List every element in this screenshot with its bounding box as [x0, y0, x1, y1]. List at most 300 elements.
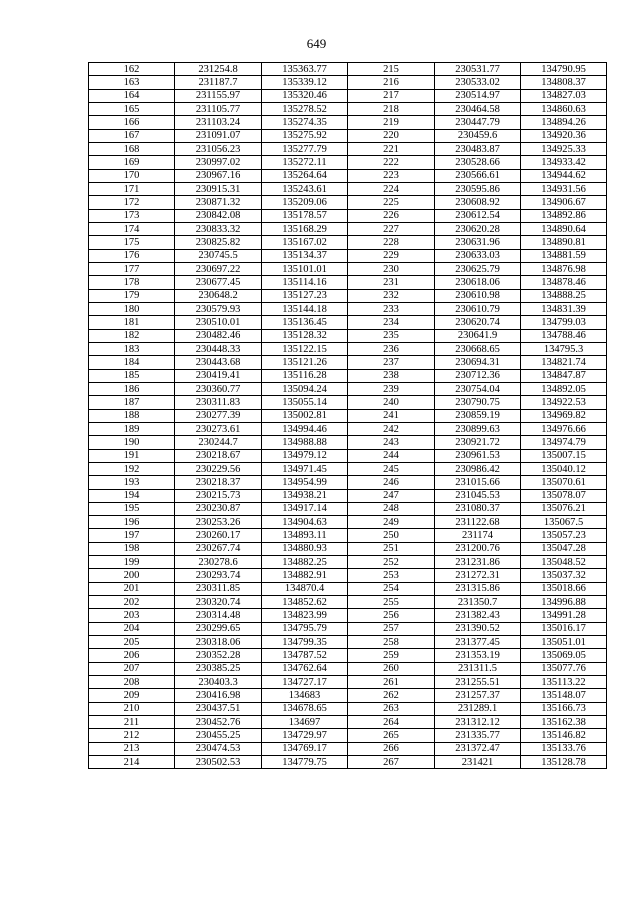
- point-number-left-cell: 181: [89, 316, 175, 329]
- point-number-right-cell: 217: [348, 89, 435, 102]
- y-coordinate-right-cell: 134991.28: [521, 609, 607, 622]
- y-coordinate-right-cell: 134847.87: [521, 369, 607, 382]
- table-row: [89, 676, 607, 689]
- table-row: [89, 716, 607, 729]
- y-coordinate-right-cell: 134790.95: [521, 63, 607, 76]
- point-number-right-cell: 221: [348, 142, 435, 155]
- table-row: [89, 636, 607, 649]
- point-number-left-cell: 207: [89, 662, 175, 675]
- point-number-right-cell: 249: [348, 516, 435, 529]
- x-coordinate-right-cell: 230618.06: [435, 276, 521, 289]
- coordinates-table-body: [89, 63, 607, 769]
- y-coordinate-left-cell: 135114.16: [262, 276, 348, 289]
- x-coordinate-left-cell: 230579.93: [175, 302, 262, 315]
- y-coordinate-left-cell: 135101.01: [262, 262, 348, 275]
- y-coordinate-left-cell: 135277.79: [262, 142, 348, 155]
- point-number-right-cell: 216: [348, 76, 435, 89]
- y-coordinate-right-cell: 135162.38: [521, 716, 607, 729]
- y-coordinate-right-cell: 135070.61: [521, 476, 607, 489]
- point-number-left-cell: 183: [89, 342, 175, 355]
- table-row: [89, 596, 607, 609]
- y-coordinate-left-cell: 134994.46: [262, 422, 348, 435]
- x-coordinate-left-cell: 230320.74: [175, 596, 262, 609]
- x-coordinate-right-cell: 230633.03: [435, 249, 521, 262]
- y-coordinate-right-cell: 134931.56: [521, 182, 607, 195]
- point-number-right-cell: 220: [348, 129, 435, 142]
- x-coordinate-right-cell: 231257.37: [435, 689, 521, 702]
- point-number-right-cell: 234: [348, 316, 435, 329]
- table-row: [89, 382, 607, 395]
- x-coordinate-left-cell: 230277.39: [175, 409, 262, 422]
- table-row: [89, 449, 607, 462]
- y-coordinate-right-cell: 134821.74: [521, 356, 607, 369]
- point-number-left-cell: 213: [89, 742, 175, 755]
- y-coordinate-left-cell: 134795.79: [262, 622, 348, 635]
- x-coordinate-left-cell: 230273.61: [175, 422, 262, 435]
- y-coordinate-right-cell: 135007.15: [521, 449, 607, 462]
- table-row: [89, 649, 607, 662]
- y-coordinate-left-cell: 135134.37: [262, 249, 348, 262]
- x-coordinate-left-cell: 231056.23: [175, 142, 262, 155]
- point-number-right-cell: 224: [348, 182, 435, 195]
- table-row: [89, 529, 607, 542]
- point-number-right-cell: 219: [348, 116, 435, 129]
- table-row: [89, 156, 607, 169]
- table-row: [89, 436, 607, 449]
- x-coordinate-right-cell: 230694.31: [435, 356, 521, 369]
- y-coordinate-right-cell: 134933.42: [521, 156, 607, 169]
- y-coordinate-right-cell: 135040.12: [521, 462, 607, 475]
- point-number-right-cell: 251: [348, 542, 435, 555]
- x-coordinate-right-cell: 231350.7: [435, 596, 521, 609]
- x-coordinate-right-cell: 230790.75: [435, 396, 521, 409]
- table-row: [89, 462, 607, 475]
- table-row: [89, 142, 607, 155]
- x-coordinate-left-cell: 230452.76: [175, 716, 262, 729]
- y-coordinate-left-cell: 135094.24: [262, 382, 348, 395]
- x-coordinate-right-cell: 231377.45: [435, 636, 521, 649]
- y-coordinate-left-cell: 135002.81: [262, 409, 348, 422]
- point-number-right-cell: 254: [348, 582, 435, 595]
- point-number-right-cell: 218: [348, 102, 435, 115]
- x-coordinate-left-cell: 230416.98: [175, 689, 262, 702]
- x-coordinate-right-cell: 231015.66: [435, 476, 521, 489]
- point-number-left-cell: 180: [89, 302, 175, 315]
- x-coordinate-left-cell: 230997.02: [175, 156, 262, 169]
- y-coordinate-right-cell: 135148.07: [521, 689, 607, 702]
- table-row: [89, 276, 607, 289]
- point-number-left-cell: 194: [89, 489, 175, 502]
- point-number-left-cell: 176: [89, 249, 175, 262]
- point-number-left-cell: 164: [89, 89, 175, 102]
- x-coordinate-left-cell: 230385.25: [175, 662, 262, 675]
- y-coordinate-left-cell: 134729.97: [262, 729, 348, 742]
- x-coordinate-right-cell: 231390.52: [435, 622, 521, 635]
- y-coordinate-left-cell: 134988.88: [262, 436, 348, 449]
- y-coordinate-left-cell: 135167.02: [262, 236, 348, 249]
- y-coordinate-left-cell: 134870.4: [262, 582, 348, 595]
- y-coordinate-right-cell: 134890.81: [521, 236, 607, 249]
- x-coordinate-left-cell: 230318.06: [175, 636, 262, 649]
- point-number-left-cell: 211: [89, 716, 175, 729]
- point-number-left-cell: 163: [89, 76, 175, 89]
- y-coordinate-left-cell: 134678.65: [262, 702, 348, 715]
- x-coordinate-right-cell: 230754.04: [435, 382, 521, 395]
- y-coordinate-right-cell: 135166.73: [521, 702, 607, 715]
- y-coordinate-right-cell: 134906.67: [521, 196, 607, 209]
- table-row: [89, 329, 607, 342]
- table-row: [89, 89, 607, 102]
- x-coordinate-right-cell: 230641.9: [435, 329, 521, 342]
- point-number-left-cell: 196: [89, 516, 175, 529]
- y-coordinate-left-cell: 135264.64: [262, 169, 348, 182]
- point-number-left-cell: 205: [89, 636, 175, 649]
- point-number-right-cell: 223: [348, 169, 435, 182]
- point-number-right-cell: 267: [348, 756, 435, 769]
- point-number-right-cell: 235: [348, 329, 435, 342]
- x-coordinate-right-cell: 231353.19: [435, 649, 521, 662]
- point-number-left-cell: 192: [89, 462, 175, 475]
- table-row: [89, 409, 607, 422]
- y-coordinate-right-cell: 135037.32: [521, 569, 607, 582]
- y-coordinate-left-cell: 135278.52: [262, 102, 348, 115]
- point-number-left-cell: 198: [89, 542, 175, 555]
- x-coordinate-right-cell: 231231.86: [435, 556, 521, 569]
- point-number-left-cell: 204: [89, 622, 175, 635]
- y-coordinate-right-cell: 134892.86: [521, 209, 607, 222]
- y-coordinate-right-cell: 134827.03: [521, 89, 607, 102]
- x-coordinate-right-cell: 230631.96: [435, 236, 521, 249]
- table-row: [89, 742, 607, 755]
- point-number-left-cell: 203: [89, 609, 175, 622]
- x-coordinate-left-cell: 230443.68: [175, 356, 262, 369]
- y-coordinate-right-cell: 135146.82: [521, 729, 607, 742]
- y-coordinate-left-cell: 134727.17: [262, 676, 348, 689]
- y-coordinate-right-cell: 134860.63: [521, 102, 607, 115]
- x-coordinate-right-cell: 230610.98: [435, 289, 521, 302]
- y-coordinate-left-cell: 134762.64: [262, 662, 348, 675]
- point-number-right-cell: 252: [348, 556, 435, 569]
- x-coordinate-right-cell: 230921.72: [435, 436, 521, 449]
- coordinates-table: [88, 62, 607, 769]
- x-coordinate-left-cell: 230253.26: [175, 516, 262, 529]
- x-coordinate-left-cell: 230267.74: [175, 542, 262, 555]
- table-row: [89, 169, 607, 182]
- point-number-left-cell: 199: [89, 556, 175, 569]
- point-number-left-cell: 189: [89, 422, 175, 435]
- point-number-right-cell: 250: [348, 529, 435, 542]
- x-coordinate-left-cell: 230278.6: [175, 556, 262, 569]
- y-coordinate-right-cell: 134969.82: [521, 409, 607, 422]
- y-coordinate-left-cell: 134683: [262, 689, 348, 702]
- x-coordinate-left-cell: 230244.7: [175, 436, 262, 449]
- y-coordinate-left-cell: 135127.23: [262, 289, 348, 302]
- x-coordinate-right-cell: 230447.79: [435, 116, 521, 129]
- table-row: [89, 222, 607, 235]
- y-coordinate-right-cell: 135016.17: [521, 622, 607, 635]
- x-coordinate-left-cell: 230218.37: [175, 476, 262, 489]
- x-coordinate-right-cell: 230961.53: [435, 449, 521, 462]
- x-coordinate-right-cell: 230712.36: [435, 369, 521, 382]
- y-coordinate-right-cell: 134878.46: [521, 276, 607, 289]
- y-coordinate-left-cell: 134823.99: [262, 609, 348, 622]
- y-coordinate-right-cell: 134795.3: [521, 342, 607, 355]
- point-number-left-cell: 184: [89, 356, 175, 369]
- x-coordinate-right-cell: 231080.37: [435, 502, 521, 515]
- table-row: [89, 116, 607, 129]
- y-coordinate-left-cell: 135274.35: [262, 116, 348, 129]
- y-coordinate-left-cell: 135116.28: [262, 369, 348, 382]
- x-coordinate-right-cell: 231421: [435, 756, 521, 769]
- y-coordinate-right-cell: 134881.59: [521, 249, 607, 262]
- x-coordinate-left-cell: 230482.46: [175, 329, 262, 342]
- table-row: [89, 729, 607, 742]
- x-coordinate-right-cell: 231200.76: [435, 542, 521, 555]
- y-coordinate-right-cell: 134892.05: [521, 382, 607, 395]
- x-coordinate-left-cell: 231155.97: [175, 89, 262, 102]
- x-coordinate-right-cell: 230612.54: [435, 209, 521, 222]
- y-coordinate-left-cell: 134799.35: [262, 636, 348, 649]
- x-coordinate-right-cell: 230899.63: [435, 422, 521, 435]
- point-number-right-cell: 253: [348, 569, 435, 582]
- y-coordinate-right-cell: 135069.05: [521, 649, 607, 662]
- point-number-right-cell: 242: [348, 422, 435, 435]
- point-number-right-cell: 240: [348, 396, 435, 409]
- point-number-left-cell: 186: [89, 382, 175, 395]
- point-number-right-cell: 232: [348, 289, 435, 302]
- x-coordinate-right-cell: 230620.74: [435, 316, 521, 329]
- x-coordinate-left-cell: 230871.32: [175, 196, 262, 209]
- point-number-right-cell: 241: [348, 409, 435, 422]
- x-coordinate-right-cell: 231255.51: [435, 676, 521, 689]
- table-row: [89, 582, 607, 595]
- table-row: [89, 316, 607, 329]
- y-coordinate-left-cell: 135121.26: [262, 356, 348, 369]
- y-coordinate-right-cell: 135133.76: [521, 742, 607, 755]
- x-coordinate-left-cell: 230299.65: [175, 622, 262, 635]
- y-coordinate-left-cell: 135243.61: [262, 182, 348, 195]
- y-coordinate-right-cell: 135076.21: [521, 502, 607, 515]
- point-number-right-cell: 256: [348, 609, 435, 622]
- x-coordinate-right-cell: 231311.5: [435, 662, 521, 675]
- point-number-left-cell: 167: [89, 129, 175, 142]
- y-coordinate-right-cell: 134876.98: [521, 262, 607, 275]
- x-coordinate-right-cell: 230459.6: [435, 129, 521, 142]
- x-coordinate-left-cell: 230648.2: [175, 289, 262, 302]
- table-row: [89, 209, 607, 222]
- table-row: [89, 622, 607, 635]
- y-coordinate-right-cell: 134799.03: [521, 316, 607, 329]
- point-number-left-cell: 170: [89, 169, 175, 182]
- x-coordinate-left-cell: 230474.53: [175, 742, 262, 755]
- point-number-left-cell: 174: [89, 222, 175, 235]
- table-row: [89, 569, 607, 582]
- point-number-left-cell: 185: [89, 369, 175, 382]
- point-number-left-cell: 162: [89, 63, 175, 76]
- table-row: [89, 609, 607, 622]
- point-number-right-cell: 255: [348, 596, 435, 609]
- y-coordinate-right-cell: 135128.78: [521, 756, 607, 769]
- x-coordinate-left-cell: 231187.7: [175, 76, 262, 89]
- x-coordinate-right-cell: 230533.02: [435, 76, 521, 89]
- y-coordinate-right-cell: 134974.79: [521, 436, 607, 449]
- y-coordinate-left-cell: 135363.77: [262, 63, 348, 76]
- y-coordinate-right-cell: 135078.07: [521, 489, 607, 502]
- x-coordinate-right-cell: 230620.28: [435, 222, 521, 235]
- point-number-right-cell: 265: [348, 729, 435, 742]
- table-row: [89, 289, 607, 302]
- y-coordinate-left-cell: 134971.45: [262, 462, 348, 475]
- y-coordinate-left-cell: 134769.17: [262, 742, 348, 755]
- y-coordinate-right-cell: 134976.66: [521, 422, 607, 435]
- point-number-right-cell: 229: [348, 249, 435, 262]
- y-coordinate-left-cell: 134917.14: [262, 502, 348, 515]
- table-row: [89, 302, 607, 315]
- x-coordinate-left-cell: 230419.41: [175, 369, 262, 382]
- point-number-right-cell: 262: [348, 689, 435, 702]
- table-row: [89, 196, 607, 209]
- point-number-left-cell: 175: [89, 236, 175, 249]
- x-coordinate-left-cell: 230502.53: [175, 756, 262, 769]
- x-coordinate-left-cell: 230833.32: [175, 222, 262, 235]
- point-number-left-cell: 182: [89, 329, 175, 342]
- y-coordinate-left-cell: 134938.21: [262, 489, 348, 502]
- x-coordinate-right-cell: 230464.58: [435, 102, 521, 115]
- x-coordinate-left-cell: 230437.51: [175, 702, 262, 715]
- point-number-right-cell: 239: [348, 382, 435, 395]
- point-number-left-cell: 177: [89, 262, 175, 275]
- x-coordinate-left-cell: 231254.8: [175, 63, 262, 76]
- x-coordinate-left-cell: 230229.56: [175, 462, 262, 475]
- table-row: [89, 756, 607, 769]
- point-number-left-cell: 214: [89, 756, 175, 769]
- point-number-right-cell: 238: [348, 369, 435, 382]
- x-coordinate-right-cell: 231289.1: [435, 702, 521, 715]
- x-coordinate-left-cell: 231103.24: [175, 116, 262, 129]
- y-coordinate-left-cell: 134787.52: [262, 649, 348, 662]
- y-coordinate-right-cell: 135113.22: [521, 676, 607, 689]
- point-number-left-cell: 168: [89, 142, 175, 155]
- point-number-left-cell: 212: [89, 729, 175, 742]
- x-coordinate-left-cell: 231091.07: [175, 129, 262, 142]
- x-coordinate-right-cell: 230986.42: [435, 462, 521, 475]
- x-coordinate-left-cell: 230915.31: [175, 182, 262, 195]
- x-coordinate-right-cell: 231272.31: [435, 569, 521, 582]
- y-coordinate-right-cell: 135077.76: [521, 662, 607, 675]
- x-coordinate-left-cell: 230510.01: [175, 316, 262, 329]
- x-coordinate-left-cell: 230352.28: [175, 649, 262, 662]
- point-number-left-cell: 197: [89, 529, 175, 542]
- x-coordinate-right-cell: 230566.61: [435, 169, 521, 182]
- y-coordinate-left-cell: 135178.57: [262, 209, 348, 222]
- y-coordinate-left-cell: 135136.45: [262, 316, 348, 329]
- point-number-right-cell: 261: [348, 676, 435, 689]
- y-coordinate-right-cell: 135048.52: [521, 556, 607, 569]
- point-number-left-cell: 178: [89, 276, 175, 289]
- x-coordinate-left-cell: 230293.74: [175, 569, 262, 582]
- x-coordinate-left-cell: 230745.5: [175, 249, 262, 262]
- point-number-left-cell: 187: [89, 396, 175, 409]
- point-number-right-cell: 237: [348, 356, 435, 369]
- y-coordinate-right-cell: 134944.62: [521, 169, 607, 182]
- x-coordinate-right-cell: 231122.68: [435, 516, 521, 529]
- point-number-left-cell: 201: [89, 582, 175, 595]
- point-number-right-cell: 243: [348, 436, 435, 449]
- point-number-right-cell: 227: [348, 222, 435, 235]
- y-coordinate-right-cell: 135047.28: [521, 542, 607, 555]
- point-number-left-cell: 165: [89, 102, 175, 115]
- y-coordinate-right-cell: 134888.25: [521, 289, 607, 302]
- table-row: [89, 556, 607, 569]
- y-coordinate-left-cell: 135168.29: [262, 222, 348, 235]
- x-coordinate-right-cell: 230483.87: [435, 142, 521, 155]
- y-coordinate-left-cell: 134893.11: [262, 529, 348, 542]
- x-coordinate-right-cell: 230668.65: [435, 342, 521, 355]
- y-coordinate-left-cell: 135122.15: [262, 342, 348, 355]
- point-number-left-cell: 191: [89, 449, 175, 462]
- x-coordinate-left-cell: 230825.82: [175, 236, 262, 249]
- point-number-right-cell: 233: [348, 302, 435, 315]
- point-number-left-cell: 206: [89, 649, 175, 662]
- y-coordinate-right-cell: 134920.36: [521, 129, 607, 142]
- table-row: [89, 516, 607, 529]
- table-row: [89, 102, 607, 115]
- point-number-right-cell: 245: [348, 462, 435, 475]
- x-coordinate-right-cell: 231372.47: [435, 742, 521, 755]
- x-coordinate-right-cell: 231174: [435, 529, 521, 542]
- x-coordinate-right-cell: 231312.12: [435, 716, 521, 729]
- y-coordinate-right-cell: 134890.64: [521, 222, 607, 235]
- y-coordinate-left-cell: 135272.11: [262, 156, 348, 169]
- x-coordinate-right-cell: 230625.79: [435, 262, 521, 275]
- point-number-left-cell: 190: [89, 436, 175, 449]
- x-coordinate-right-cell: 230528.66: [435, 156, 521, 169]
- point-number-left-cell: 195: [89, 502, 175, 515]
- y-coordinate-left-cell: 134904.63: [262, 516, 348, 529]
- x-coordinate-left-cell: 230697.22: [175, 262, 262, 275]
- point-number-left-cell: 179: [89, 289, 175, 302]
- y-coordinate-right-cell: 135051.01: [521, 636, 607, 649]
- point-number-right-cell: 263: [348, 702, 435, 715]
- x-coordinate-left-cell: 230448.33: [175, 342, 262, 355]
- y-coordinate-right-cell: 135018.66: [521, 582, 607, 595]
- point-number-right-cell: 228: [348, 236, 435, 249]
- x-coordinate-right-cell: 230859.19: [435, 409, 521, 422]
- y-coordinate-left-cell: 134979.12: [262, 449, 348, 462]
- x-coordinate-right-cell: 230595.86: [435, 182, 521, 195]
- table-row: [89, 542, 607, 555]
- y-coordinate-left-cell: 134852.62: [262, 596, 348, 609]
- point-number-right-cell: 231: [348, 276, 435, 289]
- x-coordinate-left-cell: 230314.48: [175, 609, 262, 622]
- x-coordinate-left-cell: 230403.3: [175, 676, 262, 689]
- x-coordinate-right-cell: 231382.43: [435, 609, 521, 622]
- point-number-left-cell: 200: [89, 569, 175, 582]
- y-coordinate-left-cell: 134954.99: [262, 476, 348, 489]
- x-coordinate-right-cell: 230608.92: [435, 196, 521, 209]
- point-number-left-cell: 172: [89, 196, 175, 209]
- point-number-right-cell: 266: [348, 742, 435, 755]
- table-row: [89, 76, 607, 89]
- point-number-right-cell: 258: [348, 636, 435, 649]
- y-coordinate-left-cell: 135128.32: [262, 329, 348, 342]
- y-coordinate-left-cell: 134779.75: [262, 756, 348, 769]
- point-number-left-cell: 208: [89, 676, 175, 689]
- table-row: [89, 689, 607, 702]
- y-coordinate-left-cell: 134697: [262, 716, 348, 729]
- table-row: [89, 422, 607, 435]
- table-row: [89, 702, 607, 715]
